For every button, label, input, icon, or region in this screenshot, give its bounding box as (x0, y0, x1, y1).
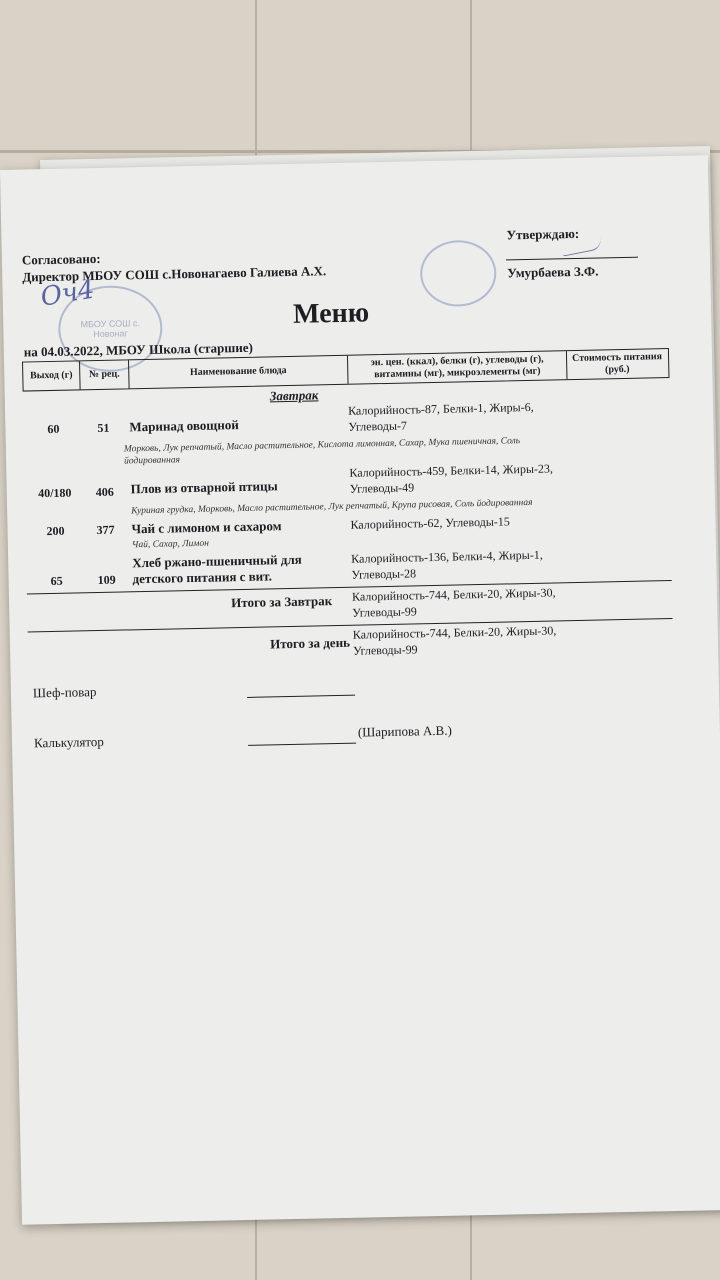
calc-label: Калькулятор (33, 733, 104, 751)
total-breakfast-value: Калорийность-744, Белки-20, Жиры-30, Углеводы-99 (351, 585, 556, 620)
left-signature: Оч4 (38, 274, 97, 313)
chef-signature-line (247, 695, 355, 698)
row-output: 65 (50, 573, 63, 589)
director-line: Директор МБОУ СОШ с.Новонагаево Галиева А.Х. (22, 263, 327, 285)
col-output: Выход (г) (29, 369, 73, 382)
total-day-label: Итого за день (269, 634, 351, 652)
calc-signature-line (248, 743, 356, 746)
col-nutrition: эн. цен. (ккал), белки (г), углеводы (г), витамины (мг), микроэлементы (мг) (370, 353, 544, 381)
col-dish-name: Наименование блюда (189, 365, 287, 379)
menu-document (0, 155, 720, 1225)
agreed-label: Согласовано: (21, 250, 101, 268)
row-ingredients: Морковь, Лук репчатый, Масло растительное, Кислота лимонная, Сахар, Мука пшеничная, Соль йодированная (123, 436, 521, 467)
chef-label: Шеф-повар (32, 684, 97, 701)
row-dish-name: Маринад овощной (129, 417, 239, 435)
approve-label: Утверждаю: (506, 225, 580, 243)
row-nutrition: Калорийность-136, Белки-4, Жиры-1, Углеводы-28 (351, 547, 543, 582)
approver-name: Умурбаева З.Ф. (507, 263, 599, 281)
right-stamp (420, 240, 497, 308)
row-dish-name: Хлеб ржано-пшеничный для детского питания с вит. (132, 551, 302, 587)
row-recipe: 51 (97, 420, 110, 436)
approve-signature-line (506, 257, 638, 261)
row-recipe: 377 (96, 522, 115, 538)
left-stamp-text: МБОУ СОШ с. Новонаг (80, 318, 141, 340)
total-breakfast-label: Итого за Завтрак (231, 593, 333, 611)
calc-name: (Шарипова А.В.) (357, 722, 453, 740)
row-output: 200 (46, 523, 65, 539)
menu-subtitle: на 04.03.2022, МБОУ Школа (старшие) (23, 339, 254, 360)
row-nutrition: Калорийность-459, Белки-14, Жиры-23, Углеводы-49 (349, 461, 554, 496)
row-recipe: 406 (95, 484, 114, 500)
row-dish-name: Плов из отварной птицы (130, 478, 278, 497)
total-day-value: Калорийность-744, Белки-20, Жиры-30, Углеводы-99 (352, 623, 557, 658)
col-price: Стоимость питания (руб.) (571, 351, 663, 376)
row-ingredients: Куриная грудка, Морковь, Масло растительное, Лук репчатый, Крупа рисовая, Соль йодированная (131, 497, 533, 517)
section-breakfast: Завтрак (269, 387, 319, 404)
row-output: 60 (47, 421, 60, 437)
row-output: 40/180 (37, 485, 72, 501)
row-recipe: 109 (97, 572, 116, 588)
row-dish-name: Чай с лимоном и сахаром (131, 518, 282, 537)
row-ingredients: Чай, Сахар, Лимон (131, 538, 209, 551)
col-recipe: № рец. (88, 368, 120, 381)
row-nutrition: Калорийность-87, Белки-1, Жиры-6, Углеводы-7 (347, 399, 534, 434)
page-title: Меню (292, 297, 370, 330)
row-nutrition: Калорийность-62, Углеводы-15 (350, 514, 510, 532)
divider (28, 618, 673, 633)
